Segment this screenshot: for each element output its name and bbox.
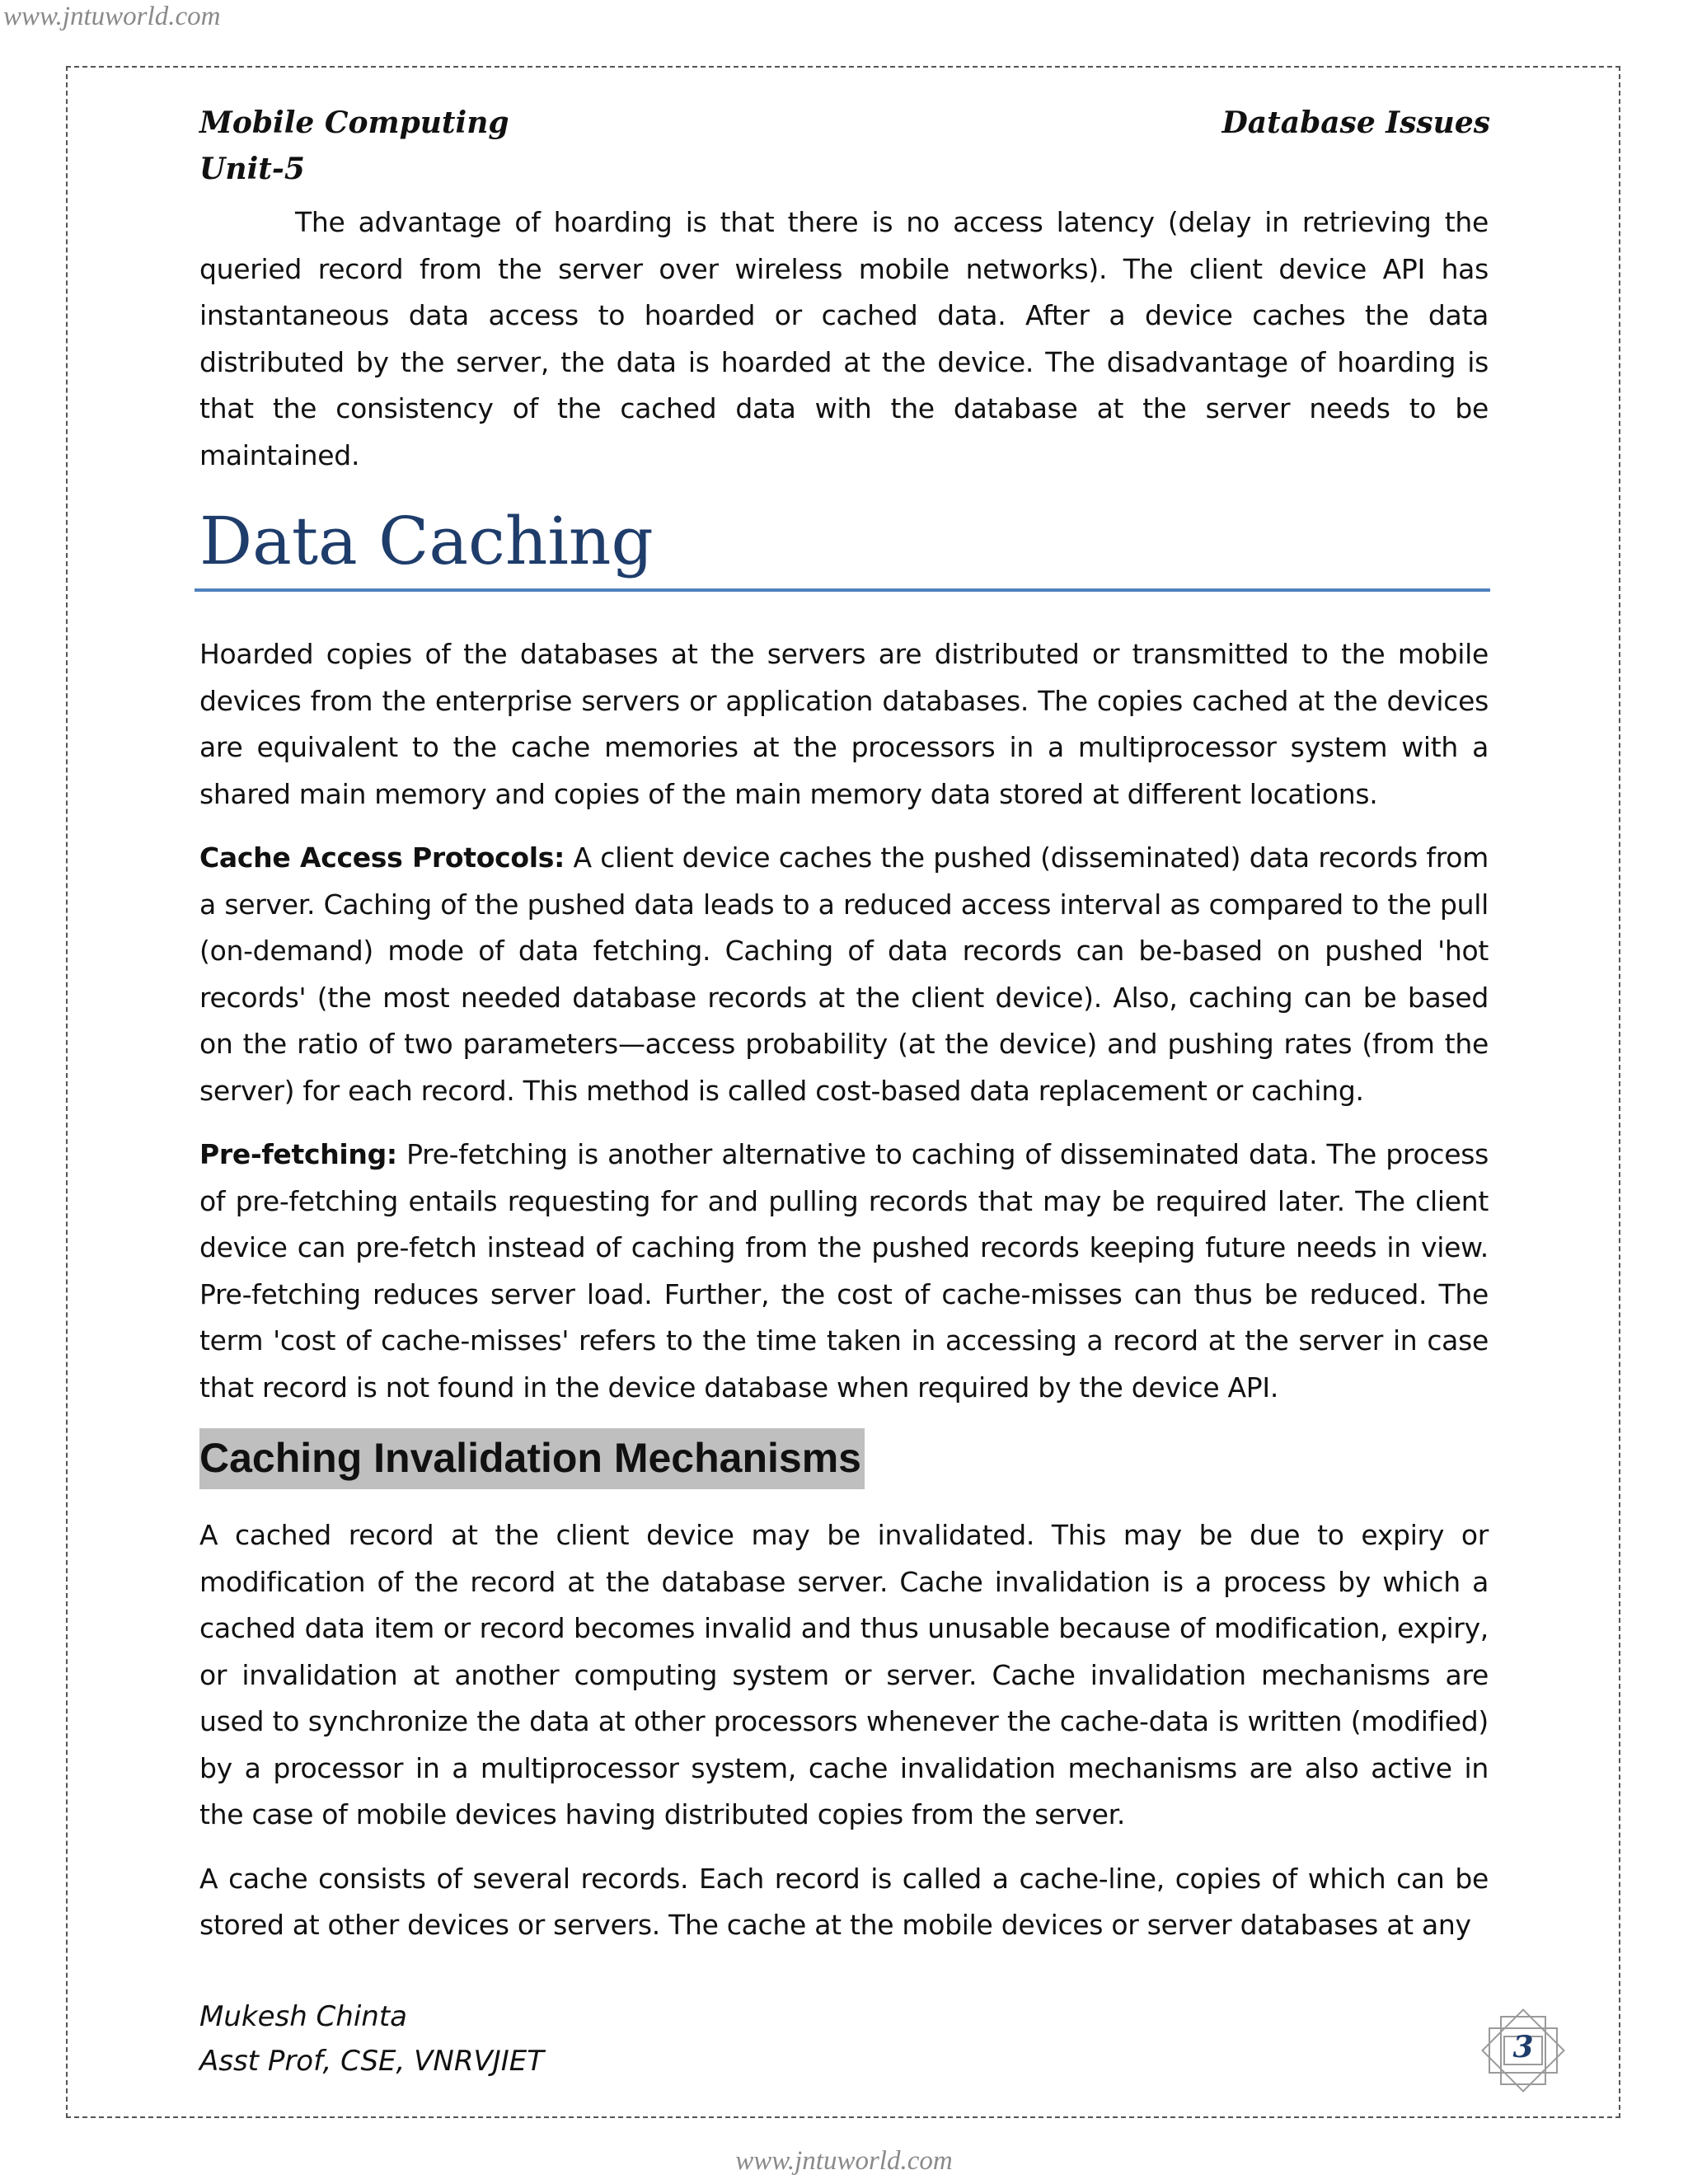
section-title-caching-invalidation: Caching Invalidation Mechanisms [199, 1428, 865, 1489]
watermark-bottom: www.jntuworld.com [735, 2146, 953, 2176]
page-content [199, 199, 1489, 1966]
header-course-title: Mobile Computing [199, 105, 509, 140]
cache-access-protocols-text: A client device caches the pushed (disseminated) data records from a server. Caching of the pushed data leads to a reduced access interval as compared to the pull (on-demand) mode of data fetching. Caching of data records can be-based on pushed 'hot records' (the most needed database records at the client device). Also, caching can be based on the ratio of two parameters—access probability (at the device) and pushing rates (from the server) for each record. This method is called cost-based data replacement or caching. [199, 841, 1489, 1107]
section-title-data-caching: Data Caching [199, 503, 654, 579]
data-caching-paragraph: Hoarded copies of the databases at the servers are distributed or transmitted to the mobile devices from the enterprise servers or application databases. The copies cached at the devices are equivalent to the cache memories at the processors in a multiprocessor system with a shared main memory and copies of the main memory data stored at different locations. [199, 638, 1489, 810]
intro-paragraph: The advantage of hoarding is that there is no access latency (delay in retrieving the queried record from the server over wireless mobile networks). The client device API has instantaneous data access to hoarded or cached data. After a device caches the data distributed by the server, the data is hoarded at the device. The disadvantage of hoarding is that the consistency of the cached data with the database at the server needs to be maintained. [199, 206, 1489, 471]
page-number: 3 [1512, 2030, 1534, 2064]
footer-author-title: Asst Prof, CSE, VNRVJIET [199, 2045, 545, 2078]
heading-underline [195, 588, 1490, 592]
footer-author: Mukesh Chinta [199, 2000, 408, 2033]
footer-author-block [199, 1994, 544, 2083]
header-unit: Unit-5 [199, 152, 305, 186]
pre-fetching-text: Pre-fetching is another alternative to caching of disseminated data. The process of pre-fetching entails requesting for and pulling records that may be required later. The client device can pre-fetch instead of caching from the pushed records keeping future needs in view. Pre-fetching reduces server load. Further, the cost of cache-misses can thus be reduced. The term 'cost of cache-misses' refers to the time taken in accessing a record at the server in case that record is not found in the device database when required by the device API. [199, 1138, 1489, 1404]
pre-fetching-paragraph [199, 1132, 1489, 1411]
cache-access-protocols-label: Cache Access Protocols: [199, 841, 565, 874]
header-topic: Database Issues [1221, 105, 1490, 140]
page-number-badge [1471, 1999, 1575, 2102]
invalidation-paragraph-1: A cached record at the client device may be invalidated. This may be due to expiry or modification of the record at the database server. Cache invalidation is a process by which a cached data item or record becomes invalid and thus unusable because of modification, expiry, or invalidation at another computing system or server. Cache invalidation mechanisms are used to synchronize the data at other processors whenever the cache-data is written (modified) by a processor in a multiprocessor system, cache invalidation mechanisms are also active in the case of mobile devices having distributed copies from the server. [199, 1519, 1489, 1830]
cache-access-protocols-paragraph [199, 835, 1489, 1114]
pre-fetching-label: Pre-fetching: [199, 1138, 397, 1170]
watermark-top: www.jntuworld.com [3, 2, 221, 31]
invalidation-paragraph-2: A cache consists of several records. Each record is called a cache-line, copies of which can be stored at other devices or servers. The cache at the mobile devices or server databases at any [199, 1862, 1489, 1941]
